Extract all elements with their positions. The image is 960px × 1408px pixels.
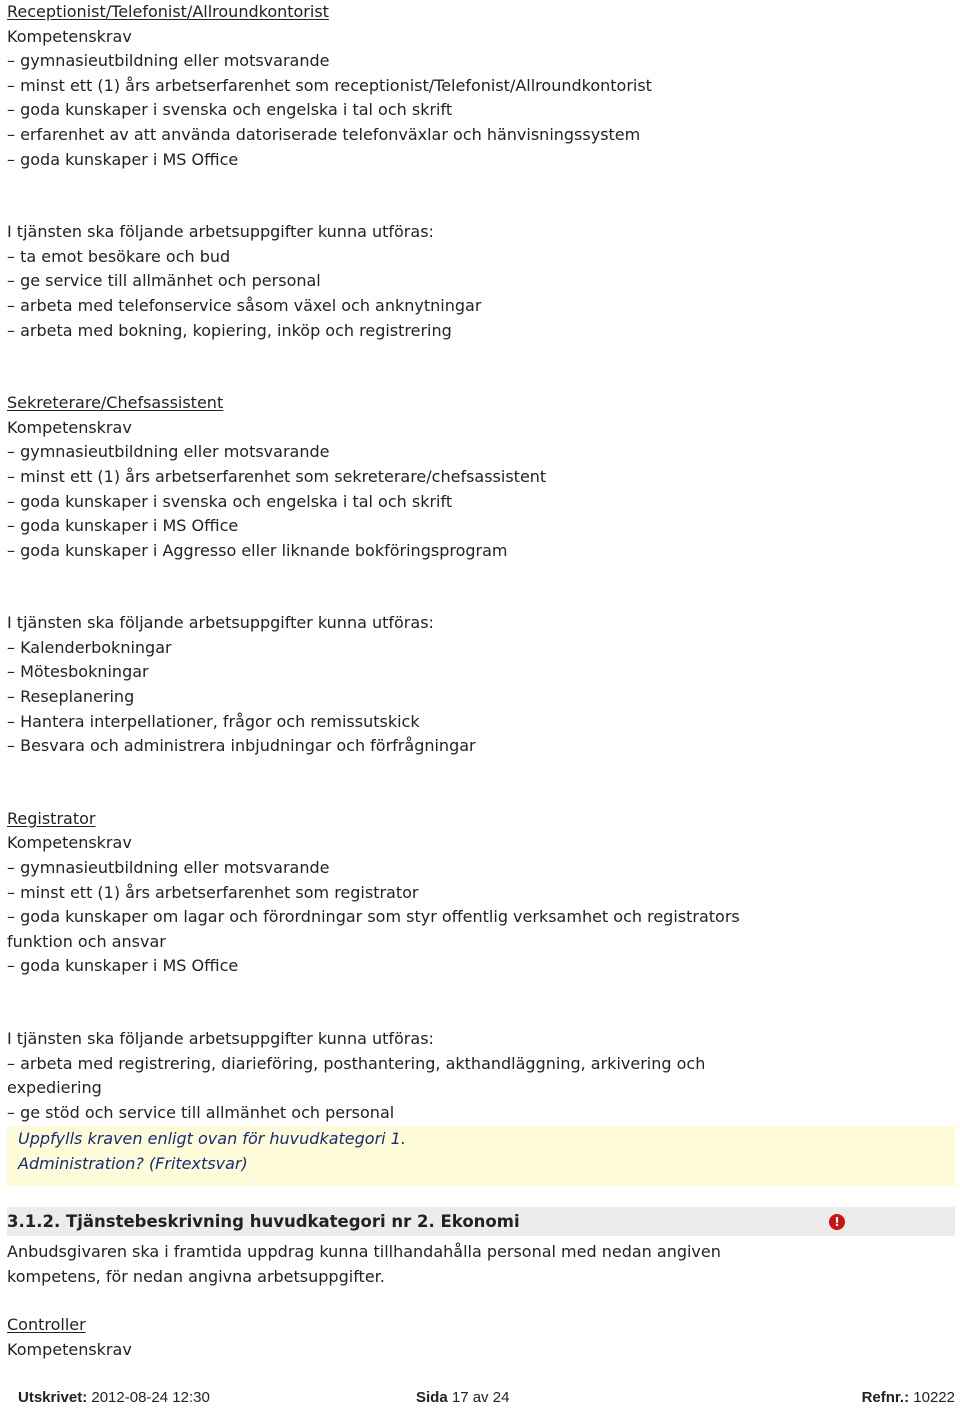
list-item: – arbeta med bokning, kopiering, inköp och registrering — [7, 320, 452, 340]
lower-content — [7, 1240, 953, 1362]
footer-page-value: 17 av 24 — [451, 1389, 510, 1406]
list-item: – ge service till allmänhet och personal — [7, 271, 321, 291]
list-item: – Reseplanering — [7, 687, 135, 707]
document-body — [7, 0, 953, 1125]
list-item: – goda kunskaper i MS Office — [7, 149, 239, 169]
footer-page — [416, 1388, 509, 1408]
list-item: – goda kunskaper i Aggresso eller liknande bokföringsprogram — [7, 540, 508, 560]
section-title-controller: Controller — [7, 1315, 86, 1335]
section-title-registrator: Registrator — [7, 808, 96, 828]
tasks-heading: I tjänsten ska följande arbetsuppgifter kunna utföras: — [7, 222, 434, 242]
footer-page-label: Sida — [416, 1389, 448, 1406]
footer-printed-value: 2012-08-24 12:30 — [91, 1389, 210, 1406]
list-item: – arbeta med telefonservice såsom växel och anknytningar — [7, 295, 482, 315]
list-item: – goda kunskaper om lagar och förordningar som styr offentlig verksamhet och registrators funktion och ansvar — [7, 907, 740, 951]
footer-ref — [862, 1388, 955, 1408]
answer-box[interactable] — [7, 1126, 955, 1186]
footer-ref-value: 10222 — [913, 1389, 955, 1406]
requirements-heading: Kompetenskrav — [7, 26, 132, 46]
list-item: – goda kunskaper i svenska och engelska i tal och skrift — [7, 100, 453, 120]
list-item: – Kalenderbokningar — [7, 637, 172, 657]
list-item: – minst ett (1) års arbetserfarenhet som registrator — [7, 882, 419, 902]
list-item: – gymnasieutbildning eller motsvarande — [7, 858, 330, 878]
list-item: – Mötesbokningar — [7, 662, 149, 682]
requirements-heading: Kompetenskrav — [7, 833, 132, 853]
list-item: – Besvara och administrera inbjudningar och förfrågningar — [7, 736, 476, 756]
intro-paragraph: Anbudsgivaren ska i framtida uppdrag kunna tillhandahålla personal med nedan angiven kompetens, för nedan angivna arbetsuppgifter. — [7, 1242, 721, 1286]
page-footer — [18, 1388, 955, 1408]
list-item: – gymnasieutbildning eller motsvarande — [7, 51, 330, 71]
list-item: – arbeta med registrering, diarieföring, posthantering, akthandläggning, arkivering och expediering — [7, 1053, 706, 1098]
requirements-heading: Kompetenskrav — [7, 1339, 132, 1359]
tasks-heading: I tjänsten ska följande arbetsuppgifter kunna utföras: — [7, 613, 434, 633]
list-item: – goda kunskaper i MS Office — [7, 956, 239, 976]
answer-question-line-2: Administration? (Fritextsvar) — [18, 1153, 248, 1173]
section-title-receptionist: Receptionist/Telefonist/Allroundkontorist — [7, 2, 329, 21]
list-item: – Hantera interpellationer, frågor och remissutskick — [7, 711, 420, 731]
section-title-sekreterare: Sekreterare/Chefsassistent — [7, 393, 224, 413]
list-item: – gymnasieutbildning eller motsvarande — [7, 442, 330, 462]
alert-icon: ! — [829, 1214, 845, 1230]
section-header-label: 3.1.2. Tjänstebeskrivning huvudkategori nr 2. Ekonomi — [7, 1212, 520, 1231]
section-header — [7, 1207, 955, 1236]
list-item: – ge stöd och service till allmänhet och personal — [7, 1102, 395, 1122]
footer-printed — [18, 1388, 210, 1408]
list-item: – goda kunskaper i MS Office — [7, 516, 239, 536]
answer-question-line-1: Uppfylls kraven enligt ovan för huvudkategori 1. — [18, 1129, 406, 1148]
list-item: – minst ett (1) års arbetserfarenhet som sekreterare/chefsassistent — [7, 466, 547, 486]
tasks-heading: I tjänsten ska följande arbetsuppgifter kunna utföras: — [7, 1029, 434, 1048]
requirements-heading: Kompetenskrav — [7, 417, 132, 437]
list-item: – erfarenhet av att använda datoriserade telefonväxlar och hänvisningssystem — [7, 124, 641, 144]
list-item: – minst ett (1) års arbetserfarenhet som receptionist/Telefonist/Allroundkontorist — [7, 75, 652, 95]
list-item: – ta emot besökare och bud — [7, 246, 231, 266]
list-item: – goda kunskaper i svenska och engelska i tal och skrift — [7, 491, 453, 511]
footer-ref-label: Refnr.: — [861, 1389, 910, 1406]
footer-printed-label: Utskrivet: — [18, 1389, 88, 1406]
